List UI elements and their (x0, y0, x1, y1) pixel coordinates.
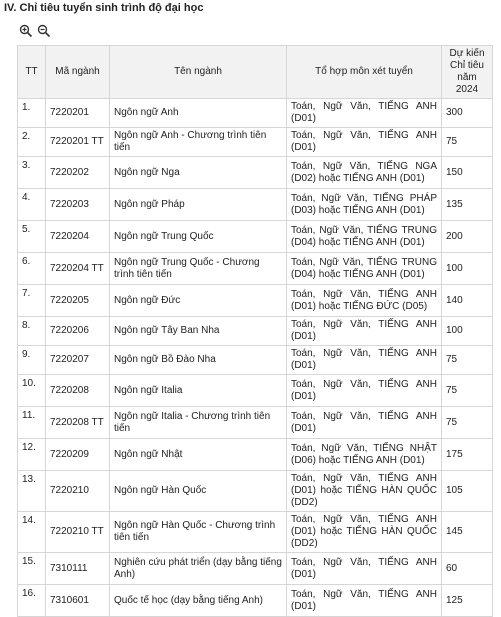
row-combo: Toán, Ngữ Văn, TIẾNG ANH (D01) (287, 99, 442, 128)
row-combo: Toán, Ngữ Văn, TIẾNG NHẬT (D06) hoặc TIẾNG ANH (D01) (287, 439, 442, 471)
row-tt: 13. (18, 471, 46, 512)
row-quota: 145 (442, 512, 493, 553)
row-quota: 105 (442, 471, 493, 512)
row-name: Quốc tế học (dạy bằng tiếng Anh) (110, 585, 287, 617)
row-combo: Toán, Ngữ Văn, TIẾNG ANH (D01) (287, 375, 442, 407)
row-combo: Toán, Ngữ Văn, TIẾNG ANH (D01) hoặc TIẾNG HÀN QUỐC (DD2) (287, 471, 442, 512)
table-row (18, 439, 493, 471)
row-code: 7220205 (46, 285, 110, 317)
row-quota: 150 (442, 157, 493, 189)
row-tt: 7. (18, 285, 46, 317)
row-code: 7220204 (46, 221, 110, 253)
row-combo: Toán, Ngữ Văn, TIẾNG ANH (D01) (287, 346, 442, 375)
row-quota: 135 (442, 189, 493, 221)
table-row (18, 375, 493, 407)
table-row (18, 471, 493, 512)
table-row (18, 407, 493, 439)
row-name: Ngôn ngữ Anh - Chương trình tiên tiến (110, 128, 287, 157)
table-body (18, 99, 493, 617)
row-combo: Toán, Ngữ Văn, TIẾNG ANH (D01) (287, 407, 442, 439)
table-row (18, 346, 493, 375)
row-combo: Toán, Ngữ Văn, TIẾNG ANH (D01) hoặc TIẾNG ĐỨC (D05) (287, 285, 442, 317)
row-name: Ngôn ngữ Anh (110, 99, 287, 128)
row-quota: 300 (442, 99, 493, 128)
row-combo: Toán, Ngữ Văn, TIẾNG NGA (D02) hoặc TIẾNG ANH (D01) (287, 157, 442, 189)
row-code: 7220201 (46, 99, 110, 128)
header-combo: Tổ hợp môn xét tuyển (287, 46, 442, 99)
row-tt: 10. (18, 375, 46, 407)
row-name: Ngôn ngữ Hàn Quốc - Chương trình tiên tiến (110, 512, 287, 553)
row-tt: 1. (18, 99, 46, 128)
row-combo: Toán, Ngữ Văn, TIẾNG ANH (D01) (287, 128, 442, 157)
row-name: Ngôn ngữ Tây Ban Nha (110, 317, 287, 346)
row-code: 7220207 (46, 346, 110, 375)
row-code: 7220208 TT (46, 407, 110, 439)
table-row (18, 512, 493, 553)
row-combo: Toán, Ngữ Văn, TIẾNG ANH (D01) hoặc TIẾNG HÀN QUỐC (DD2) (287, 512, 442, 553)
row-tt: 14. (18, 512, 46, 553)
row-tt: 2. (18, 128, 46, 157)
table-row (18, 128, 493, 157)
row-quota: 75 (442, 346, 493, 375)
row-tt: 11. (18, 407, 46, 439)
row-tt: 15. (18, 553, 46, 585)
row-name: Ngôn ngữ Italia (110, 375, 287, 407)
row-tt: 12. (18, 439, 46, 471)
row-tt: 3. (18, 157, 46, 189)
row-tt: 6. (18, 253, 46, 285)
row-name: Ngôn ngữ Bồ Đào Nha (110, 346, 287, 375)
row-name: Ngôn ngữ Trung Quốc (110, 221, 287, 253)
row-combo: Toán, Ngữ Văn, TIẾNG ANH (D01) (287, 585, 442, 617)
table-row (18, 317, 493, 346)
row-quota: 200 (442, 221, 493, 253)
row-name: Nghiên cứu phát triển (dạy bằng tiếng Anh) (110, 553, 287, 585)
row-code: 7310601 (46, 585, 110, 617)
row-code: 7220210 TT (46, 512, 110, 553)
row-name: Ngôn ngữ Italia - Chương trình tiên tiến (110, 407, 287, 439)
row-combo: Toán, Ngữ Văn, TIẾNG TRUNG (D04) hoặc TIẾNG ANH (D01) (287, 221, 442, 253)
row-code: 7310111 (46, 553, 110, 585)
row-quota: 60 (442, 553, 493, 585)
table-header-row (18, 46, 493, 99)
row-code: 7220206 (46, 317, 110, 346)
header-name: Tên ngành (110, 46, 287, 99)
row-code: 7220209 (46, 439, 110, 471)
section-heading: IV. Chỉ tiêu tuyển sinh trình độ đại học (4, 2, 204, 14)
row-tt: 4. (18, 189, 46, 221)
row-quota: 100 (442, 317, 493, 346)
admission-quota-table (17, 45, 493, 617)
table-row (18, 157, 493, 189)
row-code: 7220208 (46, 375, 110, 407)
row-combo: Toán, Ngữ Văn, TIẾNG PHÁP (D03) hoặc TIẾNG ANH (D01) (287, 189, 442, 221)
row-name: Ngôn ngữ Nga (110, 157, 287, 189)
table-row (18, 285, 493, 317)
row-name: Ngôn ngữ Trung Quốc - Chương trình tiên tiến (110, 253, 287, 285)
row-name: Ngôn ngữ Hàn Quốc (110, 471, 287, 512)
row-quota: 100 (442, 253, 493, 285)
table-row (18, 221, 493, 253)
header-tt: TT (18, 46, 46, 99)
row-quota: 175 (442, 439, 493, 471)
table-row (18, 585, 493, 617)
row-code: 7220202 (46, 157, 110, 189)
table-row (18, 189, 493, 221)
row-code: 7220203 (46, 189, 110, 221)
header-code: Mã ngành (46, 46, 110, 99)
row-code: 7220204 TT (46, 253, 110, 285)
row-name: Ngôn ngữ Nhật (110, 439, 287, 471)
zoom-in-icon[interactable] (19, 24, 33, 38)
row-name: Ngôn ngữ Đức (110, 285, 287, 317)
row-quota: 75 (442, 407, 493, 439)
row-combo: Toán, Ngữ Văn, TIẾNG TRUNG (D04) hoặc TIẾNG ANH (D01) (287, 253, 442, 285)
row-tt: 5. (18, 221, 46, 253)
row-code: 7220201 TT (46, 128, 110, 157)
row-quota: 140 (442, 285, 493, 317)
row-name: Ngôn ngữ Pháp (110, 189, 287, 221)
row-quota: 75 (442, 128, 493, 157)
row-combo: Toán, Ngữ Văn, TIẾNG ANH (D01) (287, 553, 442, 585)
row-tt: 16. (18, 585, 46, 617)
row-combo: Toán, Ngữ Văn, TIẾNG ANH (D01) (287, 317, 442, 346)
row-tt: 9. (18, 346, 46, 375)
zoom-toolbar (19, 24, 51, 38)
header-quota: Dự kiến Chỉ tiêu năm 2024 (442, 46, 493, 99)
zoom-out-icon[interactable] (37, 24, 51, 38)
row-quota: 125 (442, 585, 493, 617)
row-tt: 8. (18, 317, 46, 346)
table-row (18, 99, 493, 128)
row-quota: 75 (442, 375, 493, 407)
table-row (18, 553, 493, 585)
table-row (18, 253, 493, 285)
row-code: 7220210 (46, 471, 110, 512)
